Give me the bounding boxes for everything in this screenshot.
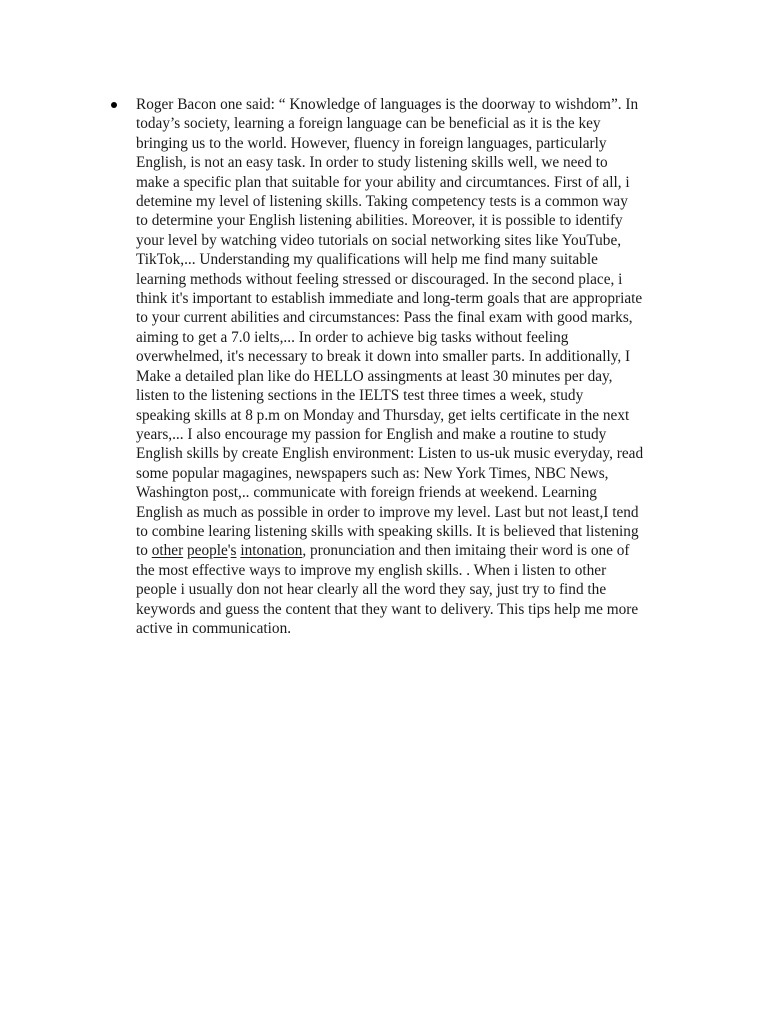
text-run: English as much as possible in order to improve my level. Last but not least,I tend	[136, 503, 639, 521]
text-run: some popular magagines, newspapers such as: New York Times, NBC News,	[136, 464, 609, 482]
text-line	[136, 619, 686, 638]
underlined-word: other	[151, 542, 184, 560]
text-run: Roger Bacon one said: “ Knowledge of languages is the doorway to wishdom”. In	[136, 96, 639, 113]
bullet-list	[108, 95, 686, 638]
text-run: bringing us to the world. However, fluency in foreign languages, particularly	[136, 134, 607, 152]
text-run: make a specific plan that suitable for your ability and circumtances. First of all, i	[136, 173, 630, 191]
text-line	[136, 386, 686, 405]
text-line	[136, 192, 686, 211]
text-run: your level by watching video tutorials on social networking sites like YouTube,	[136, 231, 622, 249]
bullet-icon	[111, 102, 117, 108]
text-run: Make a detailed plan like do HELLO assingments at least 30 minutes per day,	[136, 367, 613, 385]
text-run: learning methods without feeling stressed or discouraged. In the second place, i	[136, 270, 623, 288]
text-run: English skills by create English environment: Listen to us-uk music everyday, read	[136, 445, 644, 463]
text-line	[136, 211, 686, 230]
text-run: the most effective ways to improve my english skills. . When i listen to other	[136, 561, 607, 579]
text-run: detemine my level of listening skills. Taking competency tests is a common way	[136, 193, 628, 211]
text-line	[136, 522, 686, 541]
text-run: people i usually don not hear clearly all the word they say, just try to find the	[136, 581, 607, 599]
text-line	[136, 425, 686, 444]
text-line	[136, 289, 686, 308]
text-run: overwhelmed, it's necessary to break it down into smaller parts. In additionally, I	[136, 348, 631, 366]
text-line	[136, 270, 686, 289]
text-line	[136, 464, 686, 483]
text-line	[136, 580, 686, 599]
text-line	[136, 406, 686, 425]
text-run: listen to the listening sections in the IELTS test three times a week, study	[136, 387, 584, 405]
text-line	[136, 483, 686, 502]
text-run: today’s society, learning a foreign language can be beneficial as it is the key	[136, 115, 601, 133]
text-line	[136, 250, 686, 269]
bullet-item	[108, 95, 686, 638]
text-line	[136, 503, 686, 522]
text-run: to combine learing listening skills with speaking skills. It is believed that listening	[136, 522, 639, 540]
underlined-word: people	[187, 542, 228, 560]
text-run: '	[227, 542, 231, 560]
text-run: think it's important to establish immediate and long-term goals that are appropriate	[136, 290, 643, 308]
text-line	[136, 114, 686, 133]
text-run: aiming to get a 7.0 ielts,... In order to achieve big tasks without feeling	[136, 328, 569, 346]
text-line	[136, 367, 686, 386]
underlined-word: intonation	[240, 542, 303, 560]
text-line	[136, 600, 686, 619]
text-line	[136, 95, 686, 114]
underlined-word: s	[230, 542, 237, 560]
text-run: English, is not an easy task. In order to study listening skills well, we need to	[136, 154, 608, 172]
text-line	[136, 541, 686, 560]
text-run: to your current abilities and circumstances: Pass the final exam with good marks,	[136, 309, 633, 327]
text-run: years,... I also encourage my passion for English and make a routine to study	[136, 425, 607, 443]
text-line	[136, 231, 686, 250]
text-run: speaking skills at 8 p.m on Monday and Thursday, get ielts certificate in the next	[136, 406, 630, 424]
text-line	[136, 134, 686, 153]
text-run: TikTok,... Understanding my qualifications will help me find many suitable	[136, 251, 598, 269]
text-run: Washington post,.. communicate with foreign friends at weekend. Learning	[136, 484, 597, 502]
text-line	[136, 173, 686, 192]
text-line	[136, 328, 686, 347]
text-run: keywords and guess the content that they want to delivery. This tips help me more	[136, 600, 639, 618]
text-line	[136, 153, 686, 172]
text-line	[136, 444, 686, 463]
text-run: , pronunciation and then imitaing their word is one of	[302, 542, 630, 560]
text-run: active in communication.	[136, 619, 292, 637]
text-line	[136, 561, 686, 580]
text-run: to determine your English listening abilities. Moreover, it is possible to identify	[136, 212, 623, 230]
text-line	[136, 308, 686, 327]
text-line	[136, 347, 686, 366]
text-run: to	[136, 542, 152, 560]
paragraph-text	[136, 95, 686, 638]
